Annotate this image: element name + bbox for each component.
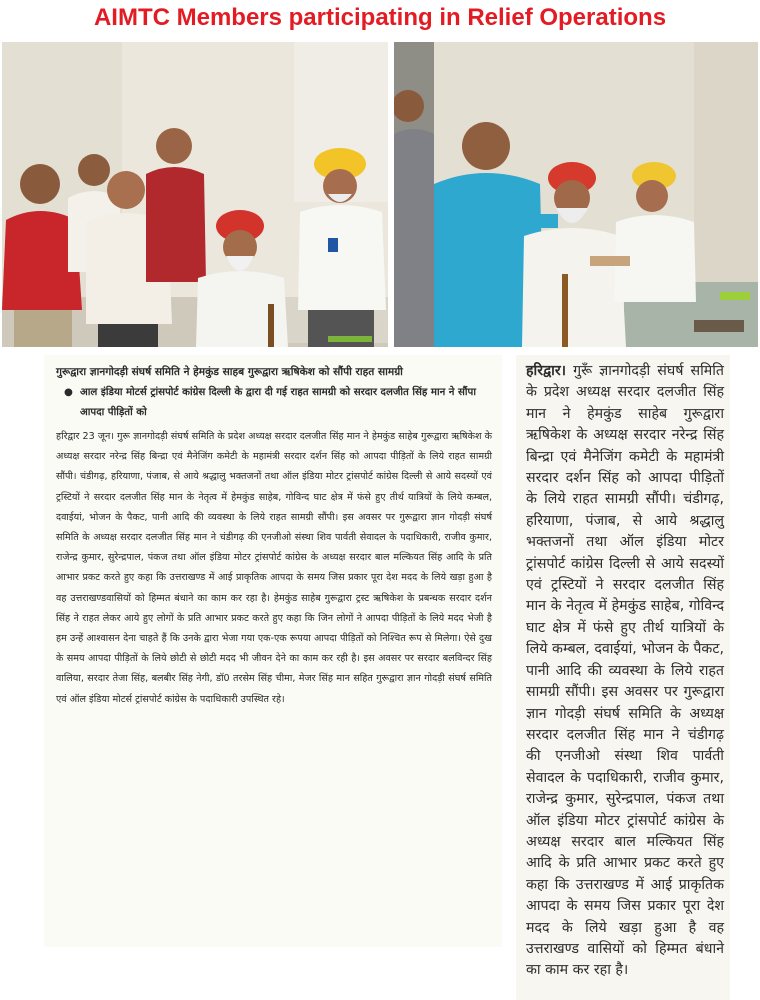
column-text: गुरूँ ज्ञानगोदड़ी संघर्ष समिति के प्रदेश अध्यक्ष सरदार दलजीत सिंह मान ने हेमकुंड साहेब गुरूद्वारा ऋषिकेश के अध्यक्ष सरदार नरेन्द्र सिंह बिन्द्रा एवं मैनेजिंग कमेटी के महामंत्री सरदार दर्शन सिंह को आपदा पीड़ितों के लिये राहत सामग्री सौंपी। चंडीगढ़, हरियाणा, पंजाब, से आये श्रद्धालु भक्तजनों तथा ऑल इंडिया मोटर ट्रांसपोर्ट कांग्रेस दिल्ली से आये सदस्यों एवं ट्रस्टियों ने सरदार दलजीत सिंह मान के नेतृत्व में हेमकुंड साहेब, गोविन्द घाट क्षेत्र में फंसे हुए तीर्थ यात्रियों के लिये कम्बल, दवाईयां, भोजन के पैकट, पानी आदि की व्यवस्था के लिये राहत सामग्री सौंपी। इस अवसर पर गुरूद्वारा ज्ञान गोदड़ी संघर्ष समिति के अध्यक्ष सरदार दलजीत सिंह मान ने चंडीगढ़ की एनजीओ संस्था शिव पार्वती सेवादल के पदाधिकारी, राजीव कुमार, राजेन्द्र कुमार, सुरेन्द्रपाल, पंकज तथा ऑल इंडिया मोटर ट्रांसपोर्ट कांग्रेस के अध्यक्ष सरदार बाल मल्कियत सिंह आदि के प्रति आभार प्रकट करते हुए कहा कि उत्तराखण्ड में आई प्राकृतिक आपदा के समय जिस प्रकार पूरा देश मदद के लिये खड़ा हुआ है वह उत्तराखण्ड वासियों को हिम्मत बंधाने का काम कर रहा है। bbox=[526, 363, 724, 979]
column-body bbox=[526, 361, 724, 982]
page-title: AIMTC Members participating in Relief Operations bbox=[93, 4, 667, 31]
column-dateline: हरिद्वार। bbox=[526, 363, 567, 379]
news-clipping-main bbox=[44, 355, 502, 947]
bullet-icon: ● bbox=[64, 387, 73, 398]
clipping-headline: गुरूद्वारा ज्ञानगोदड़ी संघर्ष समिति ने हेमकुंड साहब गुरूद्वारा ऋषिकेश को सौंपी राहत सामग्री bbox=[56, 366, 403, 378]
news-clipping-column bbox=[516, 355, 730, 1000]
relief-group-photo bbox=[2, 42, 388, 347]
clipping-subheadline-text: आल इंडिया मोटर्स ट्रांसपोर्ट कांग्रेस दिल्ली के द्वारा दी गई राहत सामग्री को सरदार दलजीत सिंह मान ने सौंपा आपदा पीड़ितों को bbox=[80, 387, 476, 418]
clipping-body: हरिद्वार 23 जून। गुरू ज्ञानगोदड़ी संघर्ष समिति के प्रदेश अध्यक्ष सरदार दलजीत सिंह मान ने हेमकुंड साहेब गुरूद्वारा ऋषिकेश के अध्यक्ष सरदार नरेन्द्र सिंह बिन्द्रा एवं मैनेजिंग कमेटी के महामंत्री सरदार दर्शन सिंह को आपदा पीड़ितों के लिये राहत सामग्री सौंपी। चंडीगढ़, हरियाणा, पंजाब, से आये श्रद्धालु भक्तजनों तथा ऑल इंडिया मोटर ट्रांसपोर्ट कांग्रेस दिल्ली से आये सदस्यों एवं ट्रस्टियों ने सरदार दलजीत सिंह मान के नेतृत्व में हेमकुंड साहेब, गोविन्द घाट क्षेत्र में फंसे हुए तीर्थ यात्रियों के लिये कम्बल, दवाईयां, भोजन के पैकट, पानी आदि की व्यवस्था के लिये राहत सामग्री सौंपी। इस अवसर पर गुरूद्वारा ज्ञान गोदड़ी संघर्ष समिति के अध्यक्ष सरदार दलजीत सिंह मान ने चंडीगढ़ की एनजीओ संस्था शिव पार्वती सेवादल के पदाधिकारी, राजीव कुमार, राजेन्द्र कुमार, सुरेन्द्रपाल, पंकज तथा ऑल इंडिया मोटर ट्रांसपोर्ट कांग्रेस के अध्यक्ष सरदार बाल मल्कियत सिंह आदि के प्रति आभार प्रकट करते हुए कहा कि उत्तराखण्ड में आई प्राकृतिक आपदा के समय जिस प्रकार पूरा देश मदद के लिये खड़ा हुआ है वह उत्तराखण्डवासियों को हिम्मत बंधाने का काम कर रहा है। हेमकुंड साहेब गुरूद्वारा ट्रस्ट ऋषिकेश के प्रबन्धक सरदार दर्शन सिंह ने राहत लेकर आये हुए लोगों के प्रति आभार प्रकट करते हुए कहा कि जिन लोगों ने आपदा पीड़ितों के लिये मदद भेजी है हम उन्हें आश्वासन देना चाहते हैं कि उनके द्वारा भेजा गया एक-एक रूपया आपदा पीड़ितों को निश्चित रूप से मिलेगा। ऐसे दुख के समय आपदा पीड़ितों के लिये छोटी से छोटी मदद भी जीवन देने का काम कर रही है। इस अवसर पर सरदार बलविन्दर सिंह वालिया, सरदार तेजा सिंह, बलबीर सिंह नेगी, डॉ0 तरसेम सिंह चीमा, मेजर सिंह मान सहित गुरूद्वारा ज्ञान गोदड़ी संघर्ष समिति एवं ऑल इंडिया मोटर्स ट्रांसपोर्ट कांग्रेस के पदाधिकारी उपस्थित रहे। bbox=[56, 431, 492, 705]
clipping-subheadline bbox=[64, 383, 492, 423]
relief-handover-photo bbox=[394, 42, 758, 347]
